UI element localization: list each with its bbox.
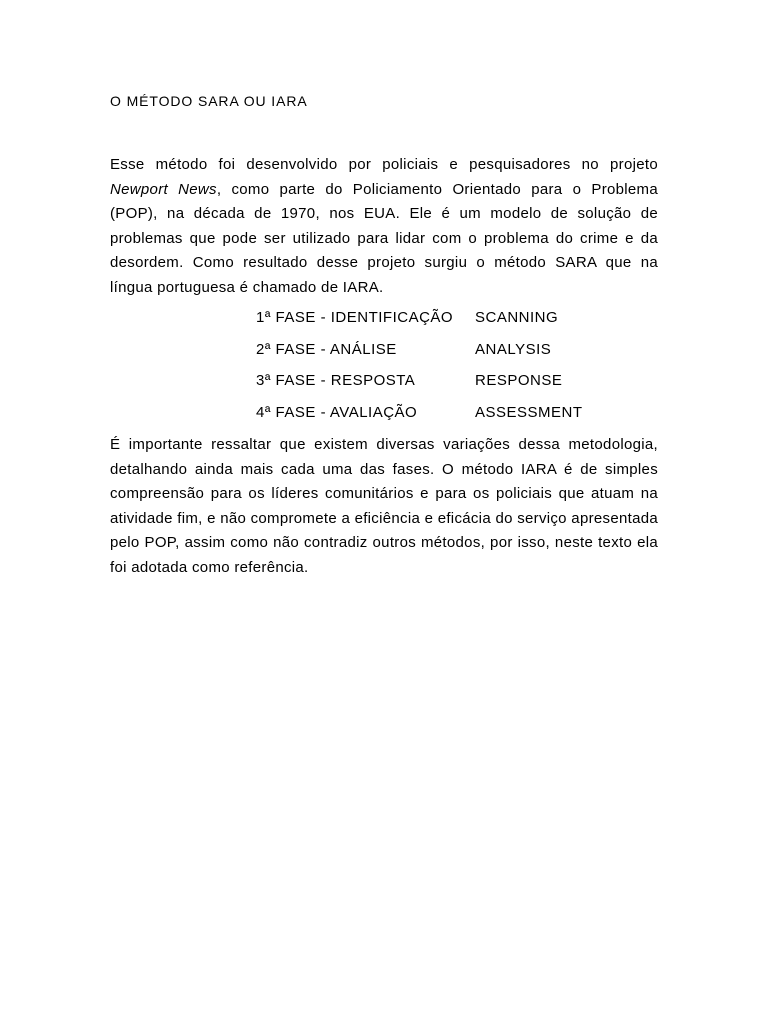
phase-row <box>110 372 658 392</box>
phase-row <box>110 341 658 361</box>
phase-english-name: ASSESSMENT <box>475 404 583 421</box>
phase-name: 3ª FASE - RESPOSTA <box>256 372 416 389</box>
phase-name: 4ª FASE - AVALIAÇÃO <box>256 404 418 421</box>
intro-text-start: Esse método foi desenvolvido por policiais e pesquisadores no projeto <box>110 156 658 173</box>
phase-name: 1ª FASE - IDENTIFICAÇÃO <box>256 309 454 326</box>
phase-english-name: ANALYSIS <box>475 341 552 358</box>
conclusion-paragraph: É importante ressaltar que existem diversas variações dessa metodologia, detalhando ainda mais cada uma das fases. O método IARA é de simples compreensão para os líderes comunitários e para os policiais que atuam na atividade fim, e não compromete a eficiência e eficácia do serviço apresentada pelo POP, assim como não contradiz outros métodos, por isso, neste texto ela foi adotada como referência. <box>110 436 658 576</box>
phase-english-name: SCANNING <box>475 309 559 326</box>
intro-paragraph <box>110 153 658 300</box>
phase-english-name: RESPONSE <box>475 372 563 389</box>
phase-row <box>110 404 658 424</box>
document-title: O MÉTODO SARA OU IARA <box>110 93 308 109</box>
project-name: Newport News <box>110 180 217 198</box>
phase-row <box>110 309 658 329</box>
intro-text-end: , como parte do Policiamento Orientado para o Problema (POP), na década de 1970, nos EUA. Ele é um modelo de solução de problemas que pode ser utilizado para lidar com o problema do crime e da desordem. Como resultado desse projeto surgiu o método SARA que na língua portuguesa é chamado de IARA. <box>110 180 658 296</box>
phase-name: 2ª FASE - ANÁLISE <box>256 341 397 358</box>
